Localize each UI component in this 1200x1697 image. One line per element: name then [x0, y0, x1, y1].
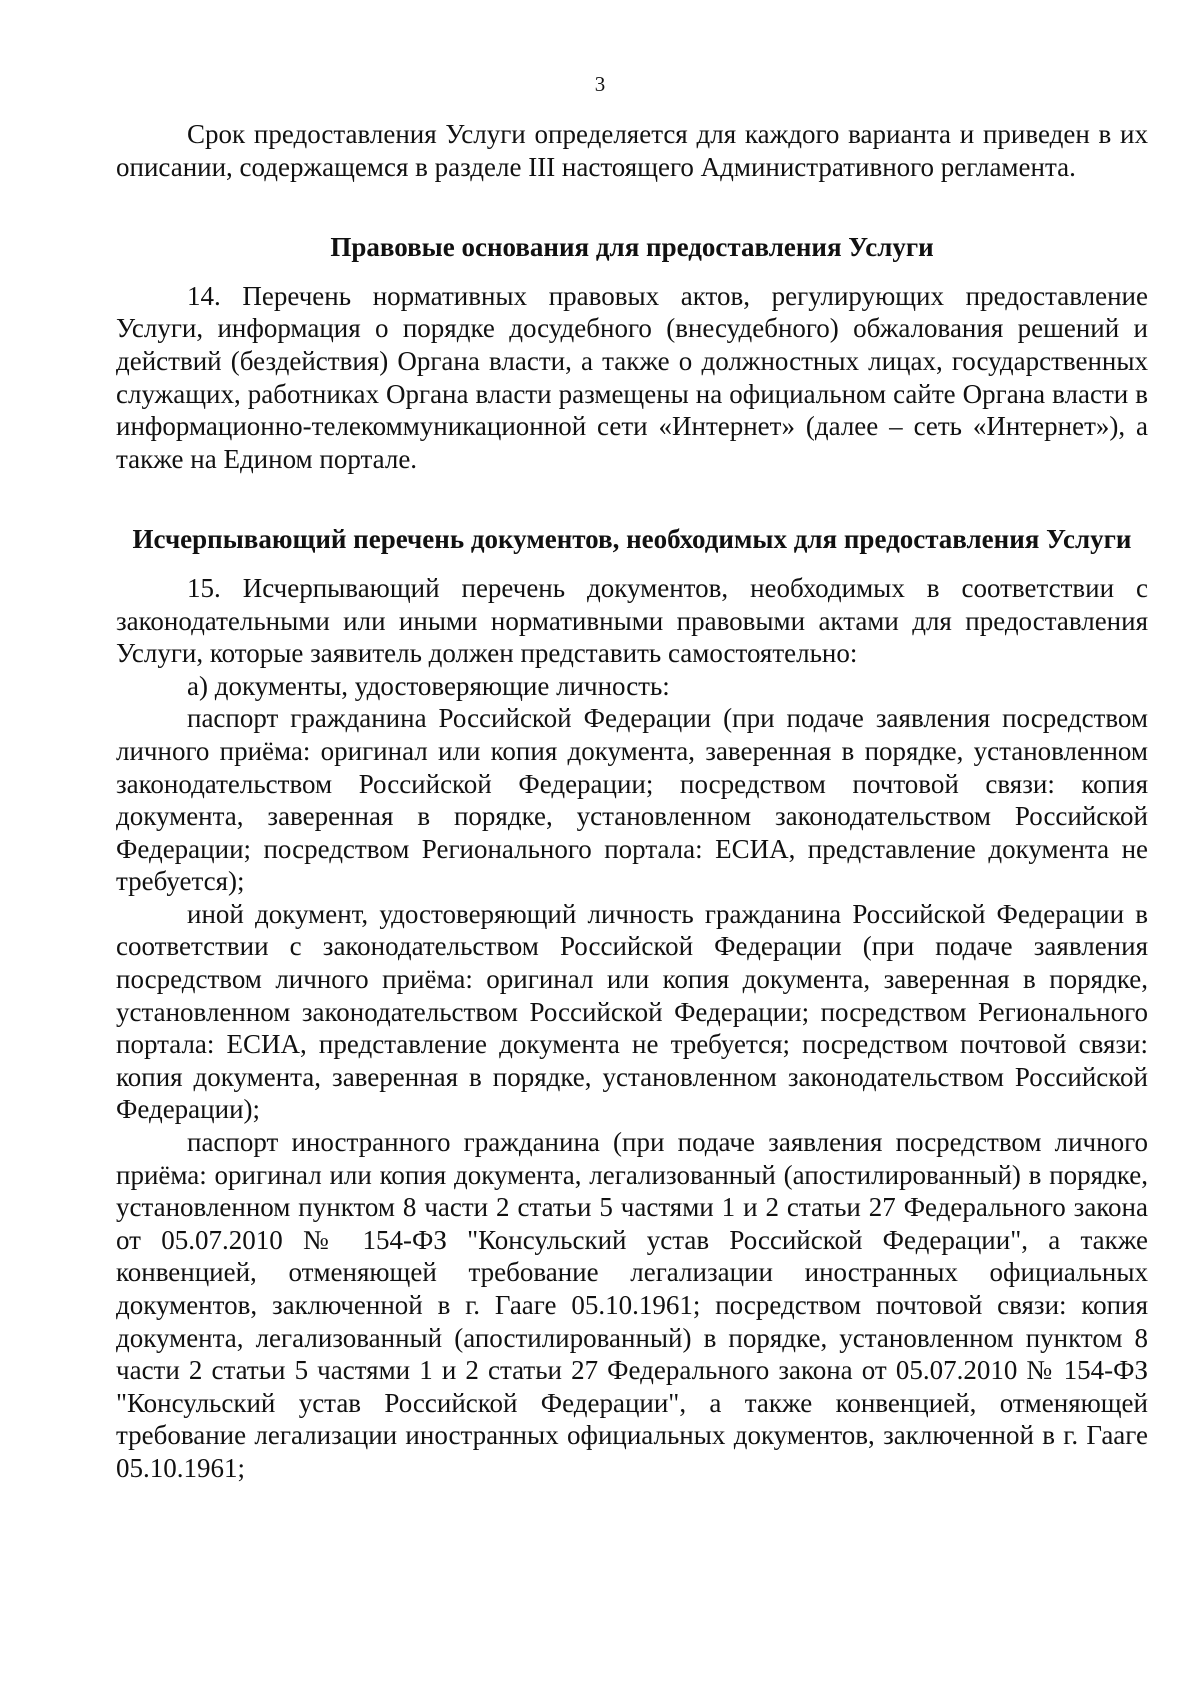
paragraph-14: 14. Перечень нормативных правовых актов, регулирующих предоставление Услуги, информация о порядке досудебного (внесудебного) обжалования решений и действий (бездействия) Органа власти, а также о должностных лицах, государственных служащих, работниках Органа власти размещены на официальном сайте Органа власти в информационно-телекоммуникационной сети «Интернет» (далее – сеть «Интернет»), а также на Едином портале.	[116, 280, 1148, 474]
item-a: а) документы, удостоверяющие личность:	[187, 670, 670, 701]
intro-paragraph: Срок предоставления Услуги определяется для каждого варианта и приведен в их описании, содержащемся в разделе III настоящего Административного регламента.	[116, 119, 1148, 182]
heading-documents: Исчерпывающий перечень документов, необходимых для предоставления Услуги	[132, 524, 1132, 555]
document-body	[116, 118, 1148, 1485]
paragraph-15: 15. Исчерпывающий перечень документов, необходимых в соответствии с законодательными или иными нормативными правовыми актами для предоставления Услуги, которые заявитель должен представить самостоятельно:	[116, 572, 1148, 669]
page-number: 3	[594, 72, 606, 96]
foreign-passport-paragraph: паспорт иностранного гражданина (при подаче заявления посредством личного приёма: оригинал или копия документа, легализованный (апостилированный) в порядке, установленном пунктом 8 части 2 статьи 5 частями 1 и 2 статьи 27 Федерального закона от 05.07.2010 № 154-ФЗ "Консульский устав Российской Федерации", а также конвенцией, отменяющей требование легализации иностранных официальных документов, заключенной в г. Гааге 05.10.1961; посредством почтовой связи: копия документа, легализованный (апостилированный) в порядке, установленном пунктом 8 части 2 статьи 5 частями 1 и 2 статьи 27 Федерального закона от 05.07.2010 № 154-ФЗ "Консульский устав Российской Федерации", а также конвенцией, отменяющей требование легализации иностранных официальных документов, заключенной в г. Гааге 05.10.1961;	[116, 1127, 1148, 1483]
other-identity-document-paragraph: иной документ, удостоверяющий личность гражданина Российской Федерации в соответствии с законодательством Российской Федерации (при подаче заявления посредством личного приёма: оригинал или копия документа, заверенная в порядке, установленном законодательством Российской Федерации; посредством Регионального портала: ЕСИА, представление документа не требуется; посредством почтовой связи: копия документа, заверенная в порядке, установленном законодательством Российской Федерации);	[116, 898, 1148, 1125]
heading-legal-basis: Правовые основания для предоставления Услуги	[330, 232, 934, 263]
passport-rf-paragraph: паспорт гражданина Российской Федерации (при подаче заявления посредством личного приёма: оригинал или копия документа, заверенная в порядке, установленном законодательством Российской Федерации; посредством почтовой связи: копия документа, заверенная в порядке, установленном законодательством Российской Федерации; посредством Регионального портала: ЕСИА, представление документа не требуется);	[116, 703, 1148, 897]
